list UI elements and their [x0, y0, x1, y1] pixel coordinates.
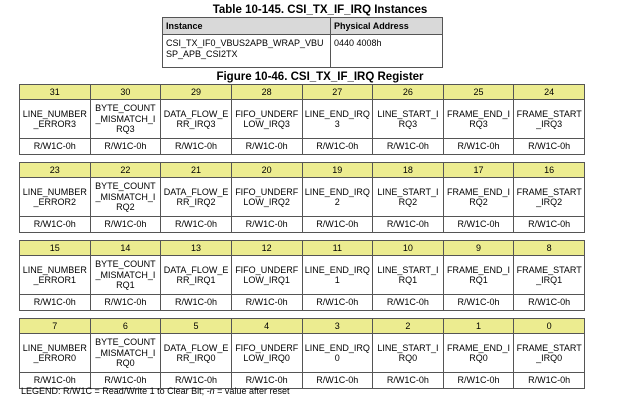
- field-name-line: LINE_NUMBER: [22, 342, 87, 353]
- bit-number: 7: [20, 319, 91, 334]
- access-type: R/W1C-0h: [443, 373, 514, 389]
- bit-number-row: [20, 163, 585, 178]
- access-type: R/W1C-0h: [373, 217, 444, 233]
- field-name-line: _ERROR3: [33, 119, 77, 129]
- field-name-line: LINE_NUMBER: [22, 264, 87, 275]
- bit-number: 21: [161, 163, 232, 178]
- field-name-line: LINE_NUMBER: [22, 108, 87, 119]
- field-name-line: LINE_START_I: [377, 108, 439, 119]
- field-name-line: RQ0: [398, 353, 418, 363]
- bit-number: 3: [302, 319, 373, 334]
- bit-number: 2: [373, 319, 444, 334]
- bit-number: 11: [302, 241, 373, 256]
- field-name-line: _MISMATCH_I: [95, 347, 156, 358]
- field-name-line: DATA_FLOW_E: [163, 264, 229, 275]
- field-name-line: LINE_START_I: [377, 186, 439, 197]
- register-diagram: [19, 84, 585, 389]
- field-name-line: _IRQ3: [536, 119, 563, 129]
- field-name-line: RQ1: [398, 275, 418, 285]
- field-name-cell: [302, 100, 373, 139]
- bit-number: 24: [514, 85, 585, 100]
- bit-number: 17: [443, 163, 514, 178]
- register-block: [19, 240, 585, 311]
- field-name-cell: [443, 256, 514, 295]
- field-name-cell: [161, 178, 232, 217]
- field-name-cell: [231, 256, 302, 295]
- legend: [21, 385, 289, 397]
- bit-number: 9: [443, 241, 514, 256]
- legend-n-symbol: -n: [206, 386, 215, 396]
- access-type: R/W1C-0h: [161, 295, 232, 311]
- bit-number: 26: [373, 85, 444, 100]
- field-name-cell: [90, 334, 161, 373]
- field-name-line: 1: [334, 275, 340, 285]
- bit-number: 4: [231, 319, 302, 334]
- access-type: R/W1C-0h: [514, 217, 585, 233]
- field-name-row: [20, 334, 585, 373]
- access-type: R/W1C-0h: [373, 295, 444, 311]
- bit-number: 25: [443, 85, 514, 100]
- bit-number: 14: [90, 241, 161, 256]
- field-name-line: FIFO_UNDERF: [235, 342, 299, 353]
- field-name-line: _IRQ2: [536, 197, 563, 207]
- register-block: [19, 162, 585, 233]
- bit-number: 13: [161, 241, 232, 256]
- field-name-cell: [20, 256, 91, 295]
- access-type: R/W1C-0h: [90, 139, 161, 155]
- field-name-cell: [20, 334, 91, 373]
- access-type-row: [20, 295, 585, 311]
- field-name-line: BYTE_COUNT: [95, 337, 156, 348]
- field-name-line: LINE_END_IRQ: [304, 108, 370, 119]
- instance-name-cell: [163, 35, 331, 68]
- access-type: R/W1C-0h: [161, 217, 232, 233]
- field-name-line: LOW_IRQ0: [243, 353, 290, 363]
- field-name-cell: [302, 334, 373, 373]
- access-type: R/W1C-0h: [302, 139, 373, 155]
- field-name-line: _MISMATCH_I: [95, 113, 156, 124]
- instances-header-row: [163, 18, 443, 35]
- bit-number: 16: [514, 163, 585, 178]
- field-name-line: _IRQ0: [536, 353, 563, 363]
- bit-number: 8: [514, 241, 585, 256]
- address-column-header: Physical Address: [331, 18, 443, 35]
- field-name-line: RQ1: [116, 280, 135, 291]
- bit-number: 28: [231, 85, 302, 100]
- bit-number: 22: [90, 163, 161, 178]
- access-type: R/W1C-0h: [231, 295, 302, 311]
- field-name-cell: [373, 178, 444, 217]
- bit-number: 27: [302, 85, 373, 100]
- field-name-line: _MISMATCH_I: [95, 191, 156, 202]
- access-type: R/W1C-0h: [90, 295, 161, 311]
- field-name-cell: [90, 100, 161, 139]
- field-name-line: BYTE_COUNT: [95, 259, 156, 270]
- access-type-row: [20, 139, 585, 155]
- field-name-line: RQ2: [116, 202, 135, 213]
- bit-number-row: [20, 241, 585, 256]
- register-figure-caption: Figure 10-46. CSI_TX_IF_IRQ Register: [216, 71, 424, 83]
- field-name-cell: [231, 334, 302, 373]
- field-name-line: LINE_NUMBER: [22, 186, 87, 197]
- field-name-line: _ERROR1: [33, 275, 77, 285]
- bit-number-row: [20, 319, 585, 334]
- field-name-line: RQ1: [469, 275, 488, 285]
- access-type: R/W1C-0h: [161, 373, 232, 389]
- field-name-line: FRAME_END_I: [447, 342, 511, 353]
- access-type: R/W1C-0h: [373, 373, 444, 389]
- field-name-line: LINE_START_I: [377, 264, 439, 275]
- field-name-cell: [20, 100, 91, 139]
- table-row: [163, 35, 443, 68]
- field-name-line: RQ0: [116, 358, 135, 369]
- access-type: R/W1C-0h: [443, 295, 514, 311]
- bit-number: 31: [20, 85, 91, 100]
- register-block: [19, 318, 585, 389]
- access-type: R/W1C-0h: [302, 295, 373, 311]
- field-name-cell: [443, 100, 514, 139]
- field-name-cell: [161, 334, 232, 373]
- field-name-cell: [161, 256, 232, 295]
- access-type: R/W1C-0h: [90, 373, 161, 389]
- field-name-line: LINE_END_IRQ: [304, 186, 370, 197]
- field-name-line: RR_IRQ1: [176, 275, 216, 285]
- instance-name-line: CSI_TX_IF0_VBUS2APB_WRAP_VBU: [166, 38, 324, 48]
- access-type: R/W1C-0h: [231, 373, 302, 389]
- field-name-line: 3: [334, 119, 340, 129]
- field-name-cell: [90, 256, 161, 295]
- field-name-line: RR_IRQ3: [176, 119, 216, 129]
- instance-column-header: Instance: [163, 18, 331, 35]
- bit-number: 15: [20, 241, 91, 256]
- field-name-cell: [302, 256, 373, 295]
- field-name-cell: [514, 334, 585, 373]
- register-row-gap: [19, 155, 585, 162]
- access-type: R/W1C-0h: [20, 295, 91, 311]
- access-type: R/W1C-0h: [302, 217, 373, 233]
- bit-number: 30: [90, 85, 161, 100]
- bit-number: 5: [161, 319, 232, 334]
- bit-number: 10: [373, 241, 444, 256]
- field-name-line: LOW_IRQ2: [243, 197, 290, 207]
- field-name-line: LOW_IRQ3: [243, 119, 290, 129]
- field-name-line: FIFO_UNDERF: [235, 108, 299, 119]
- access-type: R/W1C-0h: [514, 373, 585, 389]
- field-name-line: DATA_FLOW_E: [163, 186, 229, 197]
- field-name-cell: [231, 100, 302, 139]
- field-name-cell: [514, 178, 585, 217]
- field-name-line: _ERROR0: [33, 353, 77, 363]
- register-row-gap: [19, 311, 585, 318]
- field-name-line: _MISMATCH_I: [95, 269, 156, 280]
- bit-number: 19: [302, 163, 373, 178]
- bit-number: 29: [161, 85, 232, 100]
- field-name-line: FRAME_END_I: [447, 186, 511, 197]
- field-name-cell: [443, 178, 514, 217]
- access-type: R/W1C-0h: [20, 373, 91, 389]
- bit-number: 20: [231, 163, 302, 178]
- field-name-line: BYTE_COUNT: [95, 103, 156, 114]
- field-name-line: RQ2: [398, 197, 418, 207]
- field-name-row: [20, 100, 585, 139]
- field-name-cell: [161, 100, 232, 139]
- access-type: R/W1C-0h: [90, 217, 161, 233]
- field-name-line: DATA_FLOW_E: [163, 342, 229, 353]
- field-name-line: 0: [334, 353, 340, 363]
- register-row-gap: [19, 233, 585, 240]
- field-name-line: RQ3: [398, 119, 418, 129]
- field-name-line: BYTE_COUNT: [95, 181, 156, 192]
- field-name-cell: [443, 334, 514, 373]
- physical-address-cell: 0440 4008h: [331, 35, 443, 68]
- field-name-cell: [302, 178, 373, 217]
- field-name-line: DATA_FLOW_E: [163, 108, 229, 119]
- access-type: R/W1C-0h: [20, 139, 91, 155]
- field-name-row: [20, 178, 585, 217]
- instance-name-line: SP_APB_CSI2TX: [166, 49, 238, 59]
- field-name-cell: [373, 334, 444, 373]
- access-type: R/W1C-0h: [20, 217, 91, 233]
- field-name-cell: [20, 178, 91, 217]
- bit-number: 6: [90, 319, 161, 334]
- access-type-row: [20, 217, 585, 233]
- field-name-line: FRAME_START: [516, 186, 582, 197]
- bit-number: 18: [373, 163, 444, 178]
- instances-table-caption: Table 10-145. CSI_TX_IF_IRQ Instances: [212, 4, 428, 16]
- field-name-line: LINE_START_I: [377, 342, 439, 353]
- field-name-cell: [514, 100, 585, 139]
- legend-suffix: = value after reset: [214, 386, 290, 396]
- bit-number: 1: [443, 319, 514, 334]
- access-type: R/W1C-0h: [231, 217, 302, 233]
- field-name-line: RQ0: [469, 353, 488, 363]
- field-name-line: FIFO_UNDERF: [235, 264, 299, 275]
- field-name-cell: [90, 178, 161, 217]
- field-name-line: RR_IRQ0: [176, 353, 216, 363]
- field-name-line: FIFO_UNDERF: [235, 186, 299, 197]
- instances-table: [162, 17, 443, 68]
- access-type: R/W1C-0h: [514, 295, 585, 311]
- bit-number: 12: [231, 241, 302, 256]
- field-name-cell: [514, 256, 585, 295]
- field-name-cell: [231, 178, 302, 217]
- bit-number-row: [20, 85, 585, 100]
- field-name-line: RQ2: [469, 197, 488, 207]
- access-type: R/W1C-0h: [373, 139, 444, 155]
- register-block: [19, 84, 585, 155]
- field-name-line: FRAME_END_I: [447, 264, 511, 275]
- legend-prefix: LEGEND: R/W1C = Read/Write 1 to Clear Bit;: [21, 386, 207, 396]
- field-name-line: LINE_END_IRQ: [304, 342, 370, 353]
- access-type: R/W1C-0h: [161, 139, 232, 155]
- field-name-line: _ERROR2: [33, 197, 77, 207]
- field-name-line: FRAME_START: [516, 264, 582, 275]
- field-name-cell: [373, 100, 444, 139]
- access-type: R/W1C-0h: [514, 139, 585, 155]
- field-name-line: LINE_END_IRQ: [304, 264, 370, 275]
- field-name-cell: [373, 256, 444, 295]
- bit-number: 23: [20, 163, 91, 178]
- field-name-line: FRAME_START: [516, 342, 582, 353]
- field-name-line: FRAME_START: [516, 108, 582, 119]
- field-name-line: RQ3: [469, 119, 488, 129]
- access-type: R/W1C-0h: [231, 139, 302, 155]
- field-name-line: RR_IRQ2: [176, 197, 216, 207]
- field-name-row: [20, 256, 585, 295]
- access-type: R/W1C-0h: [443, 139, 514, 155]
- access-type: R/W1C-0h: [302, 373, 373, 389]
- field-name-line: 2: [334, 197, 340, 207]
- bit-number: 0: [514, 319, 585, 334]
- field-name-line: RQ3: [116, 124, 135, 135]
- field-name-line: _IRQ1: [536, 275, 563, 285]
- field-name-line: FRAME_END_I: [447, 108, 511, 119]
- field-name-line: LOW_IRQ1: [243, 275, 290, 285]
- access-type: R/W1C-0h: [443, 217, 514, 233]
